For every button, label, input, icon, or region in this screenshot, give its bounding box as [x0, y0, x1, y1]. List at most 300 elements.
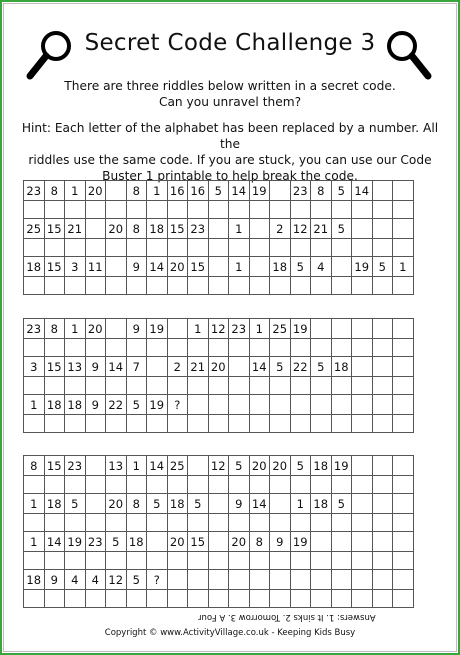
answer-cell[interactable]: [126, 514, 147, 532]
answer-cell[interactable]: [331, 552, 352, 570]
answer-cell[interactable]: [126, 339, 147, 357]
code-cell: 19: [290, 319, 311, 339]
answer-cell[interactable]: [270, 514, 291, 532]
code-cell: [372, 494, 393, 514]
answer-cell[interactable]: [270, 415, 291, 433]
answer-cell[interactable]: [126, 590, 147, 608]
answer-cell[interactable]: [147, 590, 168, 608]
code-cell: 25: [167, 456, 188, 476]
hint-line: Buster 1 printable to help break the code.: [102, 169, 358, 183]
answer-cell[interactable]: [372, 377, 393, 395]
answer-cell[interactable]: [85, 201, 106, 219]
answer-cell[interactable]: [65, 339, 86, 357]
answer-cell[interactable]: [249, 514, 270, 532]
code-cell: [352, 395, 373, 415]
answer-cell[interactable]: [229, 415, 250, 433]
answer-cell[interactable]: [147, 514, 168, 532]
answer-cell[interactable]: [147, 552, 168, 570]
answer-cell[interactable]: [167, 277, 188, 295]
code-cell: [372, 181, 393, 201]
code-cell: 1: [147, 181, 168, 201]
answer-cell[interactable]: [24, 201, 45, 219]
answer-cell[interactable]: [290, 476, 311, 494]
code-cell: 14: [44, 532, 65, 552]
answer-cell[interactable]: [270, 277, 291, 295]
answer-cell[interactable]: [147, 339, 168, 357]
answer-cell[interactable]: [167, 377, 188, 395]
answer-cell[interactable]: [106, 377, 127, 395]
code-cell: 12: [208, 456, 229, 476]
code-cell: 23: [290, 181, 311, 201]
code-cell: 8: [249, 532, 270, 552]
code-cell: [106, 181, 127, 201]
code-cell: 20: [106, 494, 127, 514]
code-cell: [352, 570, 373, 590]
answer-cell[interactable]: [147, 239, 168, 257]
answer-cell[interactable]: [229, 514, 250, 532]
answer-cell[interactable]: [311, 476, 332, 494]
answer-cell[interactable]: [24, 476, 45, 494]
answer-cell[interactable]: [188, 239, 209, 257]
code-cell: [372, 319, 393, 339]
answer-cell[interactable]: [290, 415, 311, 433]
code-cell: 14: [352, 181, 373, 201]
answer-cell[interactable]: [147, 201, 168, 219]
answer-cell[interactable]: [229, 239, 250, 257]
answer-cell[interactable]: [372, 514, 393, 532]
answer-cell[interactable]: [331, 339, 352, 357]
code-cell: 20: [270, 456, 291, 476]
code-cell: 9: [270, 532, 291, 552]
code-cell: 5: [311, 357, 332, 377]
code-row: [24, 257, 414, 277]
answer-cell[interactable]: [106, 277, 127, 295]
answer-cell[interactable]: [270, 239, 291, 257]
answer-cell[interactable]: [44, 339, 65, 357]
answer-cell[interactable]: [167, 239, 188, 257]
answer-cell[interactable]: [24, 277, 45, 295]
code-cell: [208, 494, 229, 514]
code-cell: [352, 357, 373, 377]
code-cell: [270, 395, 291, 415]
answer-cell[interactable]: [65, 377, 86, 395]
answer-cell[interactable]: [270, 339, 291, 357]
code-cell: 22: [290, 357, 311, 377]
code-cell: [393, 570, 414, 590]
answer-cell[interactable]: [393, 239, 414, 257]
answer-cell[interactable]: [44, 277, 65, 295]
code-cell: 4: [65, 570, 86, 590]
code-cell: 20: [106, 219, 127, 239]
answer-cell[interactable]: [126, 377, 147, 395]
code-cell: 5: [331, 181, 352, 201]
answer-cell[interactable]: [229, 201, 250, 219]
code-cell: 14: [249, 494, 270, 514]
answer-cell[interactable]: [331, 415, 352, 433]
answer-cell[interactable]: [311, 201, 332, 219]
answer-cell[interactable]: [331, 590, 352, 608]
answer-cell[interactable]: [208, 239, 229, 257]
code-cell: [393, 456, 414, 476]
answer-cell[interactable]: [331, 201, 352, 219]
answer-cell[interactable]: [188, 590, 209, 608]
answer-cell[interactable]: [106, 201, 127, 219]
answer-cell[interactable]: [393, 590, 414, 608]
answer-cell[interactable]: [106, 476, 127, 494]
code-row: [24, 357, 414, 377]
code-cell: 15: [44, 456, 65, 476]
answer-cell[interactable]: [65, 201, 86, 219]
answer-cell[interactable]: [85, 377, 106, 395]
code-cell: [331, 395, 352, 415]
answer-cell[interactable]: [311, 415, 332, 433]
answer-cell[interactable]: [270, 590, 291, 608]
code-cell: [167, 319, 188, 339]
answer-cell[interactable]: [208, 590, 229, 608]
answer-cell[interactable]: [44, 415, 65, 433]
answer-cell[interactable]: [65, 514, 86, 532]
answer-cell[interactable]: [372, 552, 393, 570]
answer-cell[interactable]: [372, 201, 393, 219]
answer-cell[interactable]: [126, 476, 147, 494]
answer-cell[interactable]: [126, 239, 147, 257]
answer-cell[interactable]: [352, 514, 373, 532]
answer-cell[interactable]: [147, 377, 168, 395]
answer-cell[interactable]: [85, 552, 106, 570]
answer-cell[interactable]: [311, 377, 332, 395]
answer-cell[interactable]: [85, 239, 106, 257]
code-cell: 15: [188, 532, 209, 552]
code-cell: 15: [44, 357, 65, 377]
answer-cell[interactable]: [290, 590, 311, 608]
answer-cell[interactable]: [65, 277, 86, 295]
answer-cell[interactable]: [249, 552, 270, 570]
code-cell: 16: [188, 181, 209, 201]
code-cell: 2: [167, 357, 188, 377]
answer-cell[interactable]: [167, 476, 188, 494]
answer-cell[interactable]: [249, 377, 270, 395]
answer-cell[interactable]: [85, 476, 106, 494]
answer-cell[interactable]: [229, 590, 250, 608]
answer-cell[interactable]: [331, 476, 352, 494]
code-row: [24, 395, 414, 415]
answer-cell[interactable]: [65, 239, 86, 257]
code-cell: [208, 257, 229, 277]
code-cell: [249, 257, 270, 277]
intro-line: There are three riddles below written in a secret code.: [64, 79, 396, 93]
answer-cell[interactable]: [352, 415, 373, 433]
code-cell: 9: [126, 319, 147, 339]
answer-cell[interactable]: [249, 476, 270, 494]
code-cell: [85, 219, 106, 239]
answer-cell[interactable]: [208, 377, 229, 395]
answer-cell[interactable]: [372, 239, 393, 257]
answer-cell[interactable]: [352, 339, 373, 357]
answer-cell[interactable]: [85, 277, 106, 295]
answer-cell[interactable]: [393, 552, 414, 570]
code-cell: [188, 456, 209, 476]
answer-cell[interactable]: [393, 476, 414, 494]
code-cell: 23: [229, 319, 250, 339]
answer-cell[interactable]: [106, 239, 127, 257]
answer-cell[interactable]: [290, 339, 311, 357]
answer-cell[interactable]: [85, 339, 106, 357]
answer-cell[interactable]: [167, 415, 188, 433]
answer-cell[interactable]: [208, 552, 229, 570]
hint-text: [15, 120, 445, 184]
answer-cell[interactable]: [270, 476, 291, 494]
answer-cell[interactable]: [65, 590, 86, 608]
answer-cell[interactable]: [393, 514, 414, 532]
answer-cell[interactable]: [229, 339, 250, 357]
answer-cell[interactable]: [249, 201, 270, 219]
answer-cell[interactable]: [352, 552, 373, 570]
answer-cell[interactable]: [311, 552, 332, 570]
answer-cell[interactable]: [24, 239, 45, 257]
answer-cell[interactable]: [44, 514, 65, 532]
code-cell: 21: [311, 219, 332, 239]
answer-cell[interactable]: [311, 339, 332, 357]
answer-row: [24, 415, 414, 433]
answer-cell[interactable]: [65, 552, 86, 570]
answer-cell[interactable]: [208, 339, 229, 357]
code-cell: [270, 570, 291, 590]
answer-cell[interactable]: [126, 277, 147, 295]
answer-cell[interactable]: [85, 590, 106, 608]
answer-cell[interactable]: [167, 339, 188, 357]
answer-cell[interactable]: [44, 377, 65, 395]
code-cell: 11: [85, 257, 106, 277]
answer-cell[interactable]: [44, 476, 65, 494]
answer-cell[interactable]: [270, 552, 291, 570]
answer-cell[interactable]: [65, 476, 86, 494]
code-cell: 5: [372, 257, 393, 277]
answer-cell[interactable]: [188, 339, 209, 357]
answer-cell[interactable]: [311, 590, 332, 608]
answer-cell[interactable]: [147, 476, 168, 494]
code-cell: [311, 570, 332, 590]
answer-row: [24, 277, 414, 295]
code-cell: 19: [290, 532, 311, 552]
code-cell: [208, 570, 229, 590]
answer-cell[interactable]: [24, 514, 45, 532]
answer-cell[interactable]: [85, 514, 106, 532]
code-cell: 8: [44, 181, 65, 201]
answer-cell[interactable]: [24, 590, 45, 608]
code-cell: 22: [106, 395, 127, 415]
code-cell: [208, 219, 229, 239]
code-cell: 5: [147, 494, 168, 514]
code-cell: 23: [188, 219, 209, 239]
answer-cell[interactable]: [393, 277, 414, 295]
answer-cell[interactable]: [352, 201, 373, 219]
answer-cell[interactable]: [372, 415, 393, 433]
answer-cell[interactable]: [393, 415, 414, 433]
answer-cell[interactable]: [290, 514, 311, 532]
answer-cell[interactable]: [106, 415, 127, 433]
code-cell: 8: [44, 319, 65, 339]
answer-row: [24, 590, 414, 608]
answer-cell[interactable]: [44, 590, 65, 608]
answer-cell[interactable]: [106, 514, 127, 532]
code-cell: 15: [44, 257, 65, 277]
answer-cell[interactable]: [249, 239, 270, 257]
code-cell: 1: [188, 319, 209, 339]
code-cell: 20: [249, 456, 270, 476]
answer-cell[interactable]: [208, 277, 229, 295]
answer-cell[interactable]: [393, 201, 414, 219]
answer-cell[interactable]: [188, 415, 209, 433]
code-cell: 21: [65, 219, 86, 239]
answer-cell[interactable]: [352, 590, 373, 608]
answer-cell[interactable]: [167, 552, 188, 570]
answer-cell[interactable]: [65, 415, 86, 433]
answer-cell[interactable]: [352, 377, 373, 395]
answer-cell[interactable]: [372, 277, 393, 295]
answer-cell[interactable]: [331, 377, 352, 395]
answer-cell[interactable]: [372, 339, 393, 357]
code-cell: 1: [24, 532, 45, 552]
code-cell: [352, 532, 373, 552]
code-cell: 1: [65, 181, 86, 201]
code-cell: 15: [44, 219, 65, 239]
code-cell: [372, 395, 393, 415]
code-cell: [331, 570, 352, 590]
code-cell: 19: [65, 532, 86, 552]
code-cell: 13: [106, 456, 127, 476]
answer-cell[interactable]: [290, 239, 311, 257]
code-cell: [311, 395, 332, 415]
code-cell: 14: [147, 257, 168, 277]
answer-cell[interactable]: [24, 339, 45, 357]
code-cell: [208, 532, 229, 552]
code-cell: 8: [24, 456, 45, 476]
answer-cell[interactable]: [249, 590, 270, 608]
answer-cell[interactable]: [229, 476, 250, 494]
answer-row: [24, 514, 414, 532]
answer-cell[interactable]: [372, 476, 393, 494]
answer-cell[interactable]: [44, 239, 65, 257]
answer-cell[interactable]: [188, 476, 209, 494]
answer-cell[interactable]: [208, 201, 229, 219]
answer-cell[interactable]: [188, 514, 209, 532]
answer-cell[interactable]: [393, 377, 414, 395]
answer-cell[interactable]: [106, 552, 127, 570]
code-cell: 14: [106, 357, 127, 377]
answer-cell[interactable]: [229, 277, 250, 295]
answer-cell[interactable]: [188, 552, 209, 570]
answer-cell[interactable]: [85, 415, 106, 433]
code-cell: 1: [229, 257, 250, 277]
answer-cell[interactable]: [208, 415, 229, 433]
code-cell: [393, 532, 414, 552]
code-cell: 18: [24, 257, 45, 277]
answer-cell[interactable]: [24, 552, 45, 570]
answer-cell[interactable]: [167, 201, 188, 219]
code-cell: ?: [167, 395, 188, 415]
code-cell: [372, 570, 393, 590]
code-row: [24, 456, 414, 476]
answer-cell[interactable]: [270, 377, 291, 395]
answer-cell[interactable]: [290, 552, 311, 570]
answer-cell[interactable]: [290, 377, 311, 395]
code-cell: [270, 494, 291, 514]
code-cell: 1: [249, 319, 270, 339]
answer-cell[interactable]: [208, 514, 229, 532]
answer-cell[interactable]: [106, 339, 127, 357]
answer-cell[interactable]: [229, 552, 250, 570]
answer-cell[interactable]: [147, 415, 168, 433]
code-cell: [229, 570, 250, 590]
answer-cell[interactable]: [188, 277, 209, 295]
answer-cell[interactable]: [106, 590, 127, 608]
answer-cell[interactable]: [372, 590, 393, 608]
code-cell: 18: [65, 395, 86, 415]
code-cell: [290, 570, 311, 590]
answer-cell[interactable]: [352, 239, 373, 257]
answer-cell[interactable]: [331, 239, 352, 257]
answer-cell[interactable]: [188, 201, 209, 219]
answer-cell[interactable]: [147, 277, 168, 295]
answer-cell[interactable]: [229, 377, 250, 395]
code-cell: [249, 395, 270, 415]
answer-cell[interactable]: [126, 552, 147, 570]
code-cell: [331, 532, 352, 552]
answer-cell[interactable]: [126, 201, 147, 219]
answer-cell[interactable]: [290, 277, 311, 295]
code-cell: 1: [24, 395, 45, 415]
code-cell: ?: [147, 570, 168, 590]
copyright-footer: Copyright © www.ActivityVillage.co.uk - Keeping Kids Busy: [104, 628, 356, 638]
answer-cell[interactable]: [249, 277, 270, 295]
code-cell: [147, 357, 168, 377]
code-cell: 20: [167, 257, 188, 277]
answer-cell[interactable]: [208, 476, 229, 494]
answer-cell[interactable]: [249, 415, 270, 433]
answer-cell[interactable]: [311, 514, 332, 532]
code-cell: 1: [393, 257, 414, 277]
answer-cell[interactable]: [44, 201, 65, 219]
code-cell: [167, 570, 188, 590]
riddle-grid-3: [23, 455, 414, 608]
code-cell: 7: [126, 357, 147, 377]
answer-cell[interactable]: [331, 277, 352, 295]
code-cell: [249, 570, 270, 590]
code-row: [24, 570, 414, 590]
answer-cell[interactable]: [311, 277, 332, 295]
answer-cell[interactable]: [290, 201, 311, 219]
answer-cell[interactable]: [311, 239, 332, 257]
code-cell: 1: [65, 319, 86, 339]
answer-cell[interactable]: [331, 514, 352, 532]
answer-cell[interactable]: [188, 377, 209, 395]
answer-cell[interactable]: [44, 552, 65, 570]
code-cell: 18: [331, 357, 352, 377]
answer-cell[interactable]: [393, 339, 414, 357]
code-cell: 5: [126, 395, 147, 415]
answer-cell[interactable]: [352, 476, 373, 494]
answer-cell[interactable]: [352, 277, 373, 295]
answer-cell[interactable]: [167, 590, 188, 608]
answer-cell[interactable]: [24, 377, 45, 395]
answer-cell[interactable]: [249, 339, 270, 357]
code-cell: 14: [249, 357, 270, 377]
answer-cell[interactable]: [167, 514, 188, 532]
answer-cell[interactable]: [270, 201, 291, 219]
code-cell: 23: [85, 532, 106, 552]
answer-cell[interactable]: [24, 415, 45, 433]
answer-cell[interactable]: [126, 415, 147, 433]
